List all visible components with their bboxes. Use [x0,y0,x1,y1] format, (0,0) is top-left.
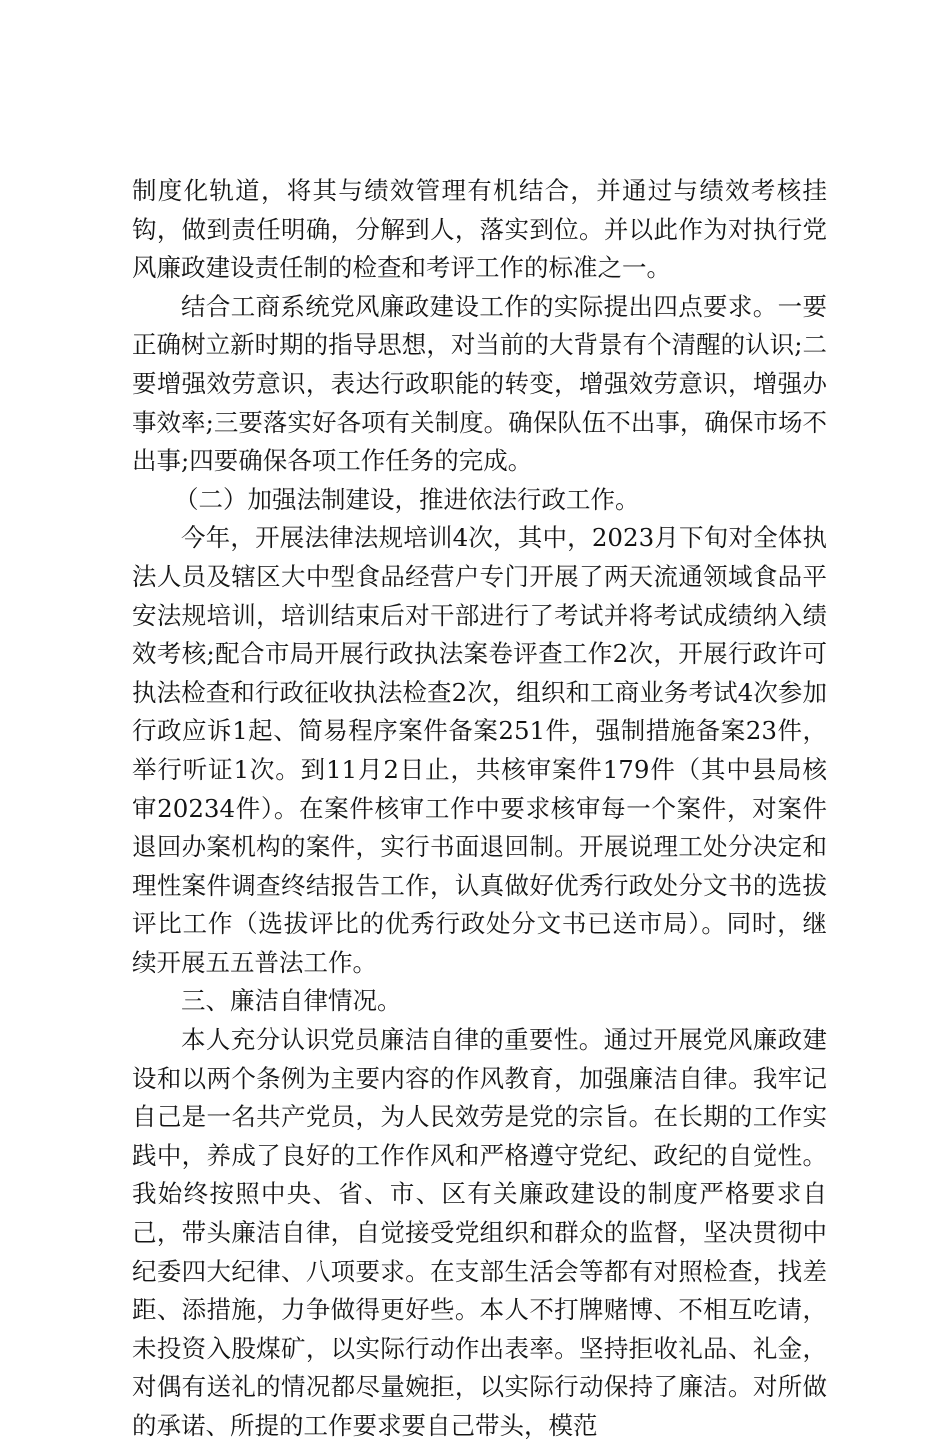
document-body [132,172,827,1446]
section-heading-integrity: 三、廉洁自律情况。 [181,986,402,1016]
paragraph-1: 制度化轨道，将其与绩效管理有机结合，并通过与绩效考核挂钩，做到责任明确，分解到人，落实到位。并以此作为对执行党风廉政建设责任制的检查和考评工作的标准之一。 [132,176,827,283]
paragraph-2: 结合工商系统党风廉政建设工作的实际提出四点要求。一要正确树立新时期的指导思想，对当前的大背景有个清醒的认识;二要增强效劳意识，表达行政职能的转变，增强效劳意识，增强办事效率;三要落实好各项有关制度。确保队伍不出事，确保市场不出事;四要确保各项工作任务的完成。 [132,291,827,476]
paragraph-6: 本人充分认识党员廉洁自律的重要性。通过开展党风廉政建设和以两个条例为主要内容的作风教育，加强廉洁自律。我牢记自己是一名共产党员，为人民效劳是党的宗旨。在长期的工作实践中，养成了良好的工作作风和严格遵守党纪、政纪的自觉性。我始终按照中央、省、市、区有关廉政建设的制度严格要求自己，带头廉洁自律，自觉接受党组织和群众的监督，坚决贯彻中纪委四大纪律、八项要求。在支部生活会等都有对照检查，找差距、添措施，力争做得更好些。本人不打牌赌博、不相互吃请，未投资入股煤矿，以实际行动作出表率。坚持拒收礼品、礼金，对偶有送礼的情况都尽量婉拒，以实际行动保持了廉洁。对所做的承诺、所提的工作要求要自己带头，模范 [132,1025,827,1440]
paragraph-4: 今年，开展法律法规培训4次，其中，2023月下旬对全体执法人员及辖区大中型食品经营户专门开展了两天流通领域食品平安法规培训，培训结束后对干部进行了考试并将考试成绩纳入绩效考核;配合市局开展行政执法案卷评查工作2次，开展行政许可执法检查和行政征收执法检查2次，组织和工商业务考试4次参加行政应诉1起、简易程序案件备案251件，强制措施备案23件，举行听证1次。到11月2日止，共核审案件179件（其中县局核审20234件）。在案件核审工作中要求核审每一个案件，对案件退回办案机构的案件，实行书面退回制。开展说理工处分决定和理性案件调查终结报告工作，认真做好优秀行政处分文书的选拔评比工作（选拔评比的优秀行政处分文书已送市局）。同时，继续开展五五普法工作。 [132,523,827,977]
section-heading-legal: （二）加强法制建设，推进依法行政工作。 [174,484,640,514]
